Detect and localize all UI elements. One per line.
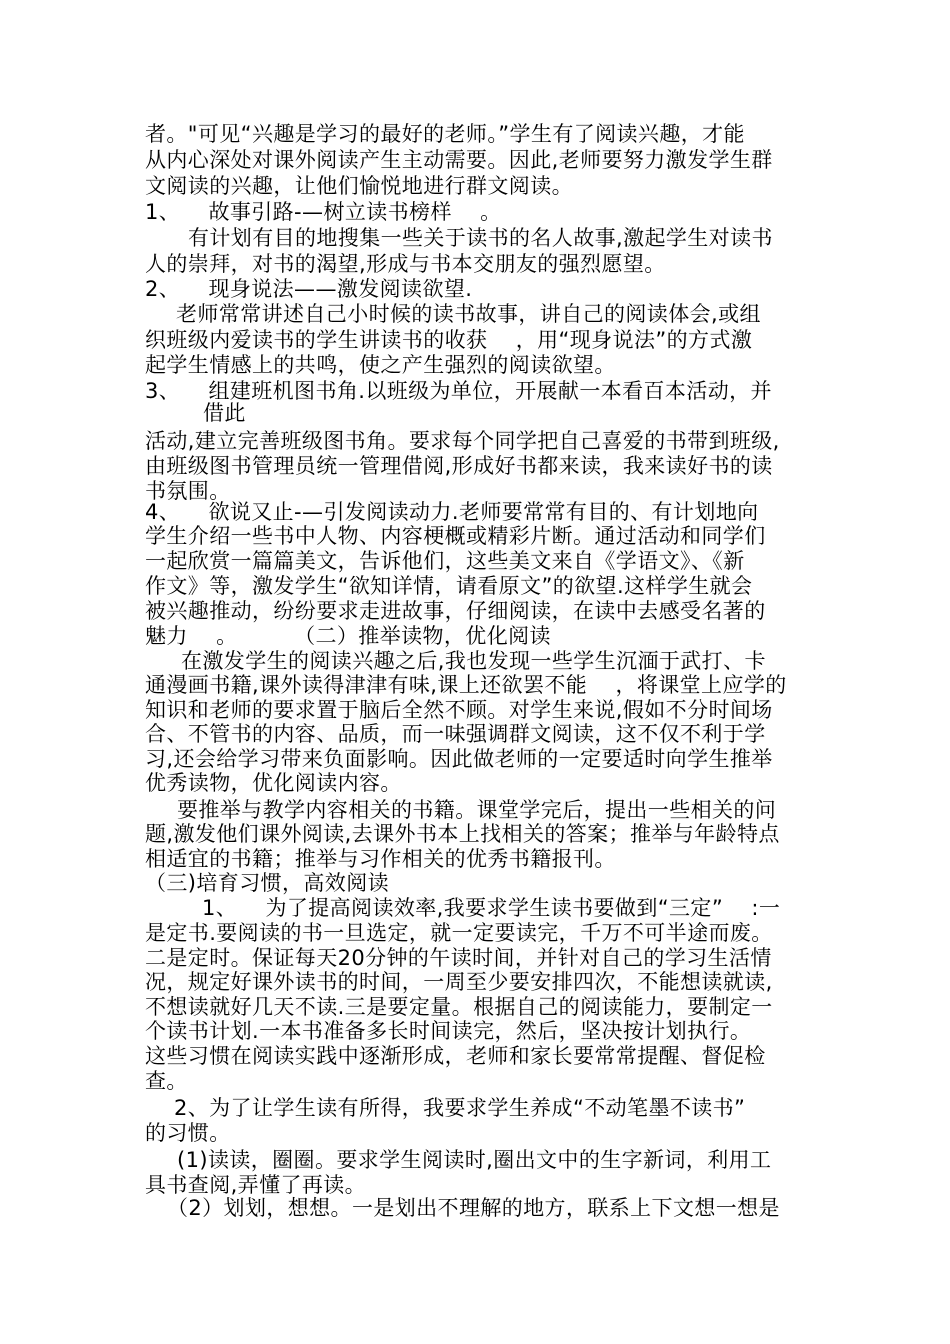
- text-line: 二是定时。保证每天20分钟的午读时间，并针对自己的学习生活情: [145, 946, 772, 970]
- text-line: 起学生情感上的共鸣，使之产生强烈的阅读欲望。: [145, 353, 616, 377]
- list-item-heading: 3、 组建班机图书角.以班级为单位，开展献一本看百本活动，并: [145, 379, 772, 403]
- text-line: 书氛围。: [145, 479, 231, 503]
- text-line: (1)读读，圈圈。要求学生阅读时,圈出文中的生字新词，利用工: [177, 1148, 772, 1172]
- section-heading-line: 魅力 。 （二）推举读物，优化阅读: [145, 624, 551, 648]
- list-item-heading: 1、 故事引路-—树立读书榜样 。: [145, 200, 502, 224]
- text-line: 具书查阅,弄懂了再读。: [145, 1173, 367, 1197]
- text-line: 况，规定好课外读书的时间，一周至少要安排四次，不能想读就读,: [145, 970, 773, 994]
- text-line: 习,还会给学习带来负面影响。因此做老师的一定要适时向学生推举: [145, 747, 773, 771]
- text-line: 知识和老师的要求置于脑后全然不顾。对学生来说,假如不分时间场: [145, 698, 773, 722]
- text-line: 在激发学生的阅读兴趣之后,我也发现一些学生沉湎于武打、卡: [181, 649, 766, 673]
- text-line: 是定书.要阅读的书一旦选定，就一定要读完，千万不可半途而废。: [145, 921, 773, 945]
- text-line: 学生介绍一些书中人物、内容梗概或精彩片断。通过活动和同学们: [145, 524, 766, 548]
- text-line: 不想读就好几天不读.三是要定量。根据自己的阅读能力，要制定一: [145, 995, 773, 1019]
- text-line: 相适宜的书籍；推举与习作相关的优秀书籍报刊。: [145, 847, 616, 871]
- list-item-heading: 4、 欲说又止-—引发阅读动力.老师要常常有目的、有计划地向: [145, 500, 759, 524]
- text-line: 活动,建立完善班级图书角。要求每个同学把自己喜爱的书带到班级,: [145, 429, 780, 453]
- text-line: 老师常常讲述自己小时候的读书故事，讲自己的阅读体会,或组: [176, 302, 761, 326]
- text-line: 题,激发他们课外阅读,去课外书本上找相关的答案；推举与年龄特点: [145, 822, 780, 846]
- text-line: 文阅读的兴趣，让他们愉悦地进行群文阅读。: [145, 174, 573, 198]
- text-line: 从内心深处对课外阅读产生主动需要。因此,老师要努力激发学生群: [145, 148, 773, 172]
- text-line: 通漫画书籍,课外读得津津有味,课上还欲罢不能 ，将课堂上应学的: [145, 673, 787, 697]
- text-line: 要推举与教学内容相关的书籍。课堂学完后，提出一些相关的问: [177, 798, 777, 822]
- list-item-heading: 2、为了让学生读有所得，我要求学生养成“不动笔墨不读书”: [174, 1096, 746, 1120]
- list-item-heading: 1、 为了提高阅读效率,我要求学生读书要做到“三定” :一: [202, 896, 781, 920]
- text-line: 一起欣赏一篇篇美文，告诉他们，这些美文来自《学语文》、《新: [145, 549, 745, 573]
- list-item-heading: 2、 现身说法——激发阅读欲望.: [145, 277, 473, 301]
- text-line: 由班级图书管理员统一管理借阅,形成好书都来读，我来读好书的读: [145, 454, 773, 478]
- text-line: 织班级内爱读书的学生讲读书的收获 ，用“现身说法”的方式激: [145, 328, 753, 352]
- text-line: 被兴趣推动，纷纷要求走进故事，仔细阅读，在读中去感受名著的: [145, 599, 766, 623]
- text-line: 作文》等，激发学生“欲知详情，请看原文”的欲望.这样学生就会: [145, 574, 753, 598]
- text-line: 人的崇拜，对书的渴望,形成与书本交朋友的强烈愿望。: [145, 252, 666, 276]
- text-line: 优秀读物，优化阅读内容。: [145, 771, 402, 795]
- text-line: 查。: [145, 1069, 188, 1093]
- text-line: 者。"可见“兴趣是学习的最好的老师。”学生有了阅读兴趣，才能: [145, 122, 745, 146]
- text-line: （2）划划，想想。一是划出不理解的地方，联系上下文想一想是: [167, 1196, 780, 1220]
- section-heading: （三)培育习惯，高效阅读: [145, 871, 389, 895]
- text-line: 借此: [203, 401, 246, 425]
- text-line: 有计划有目的地搜集一些关于读书的名人故事,激起学生对读书: [188, 226, 773, 250]
- text-line: 合、不管书的内容、品质，而一味强调群文阅读，这不仅不利于学: [145, 722, 766, 746]
- text-line: 的习惯。: [145, 1121, 231, 1145]
- text-line: 这些习惯在阅读实践中逐渐形成，老师和家长要常常提醒、督促检: [145, 1044, 766, 1068]
- text-line: 个读书计划.一本书准备多长时间读完，然后，坚决按计划执行。: [145, 1019, 752, 1043]
